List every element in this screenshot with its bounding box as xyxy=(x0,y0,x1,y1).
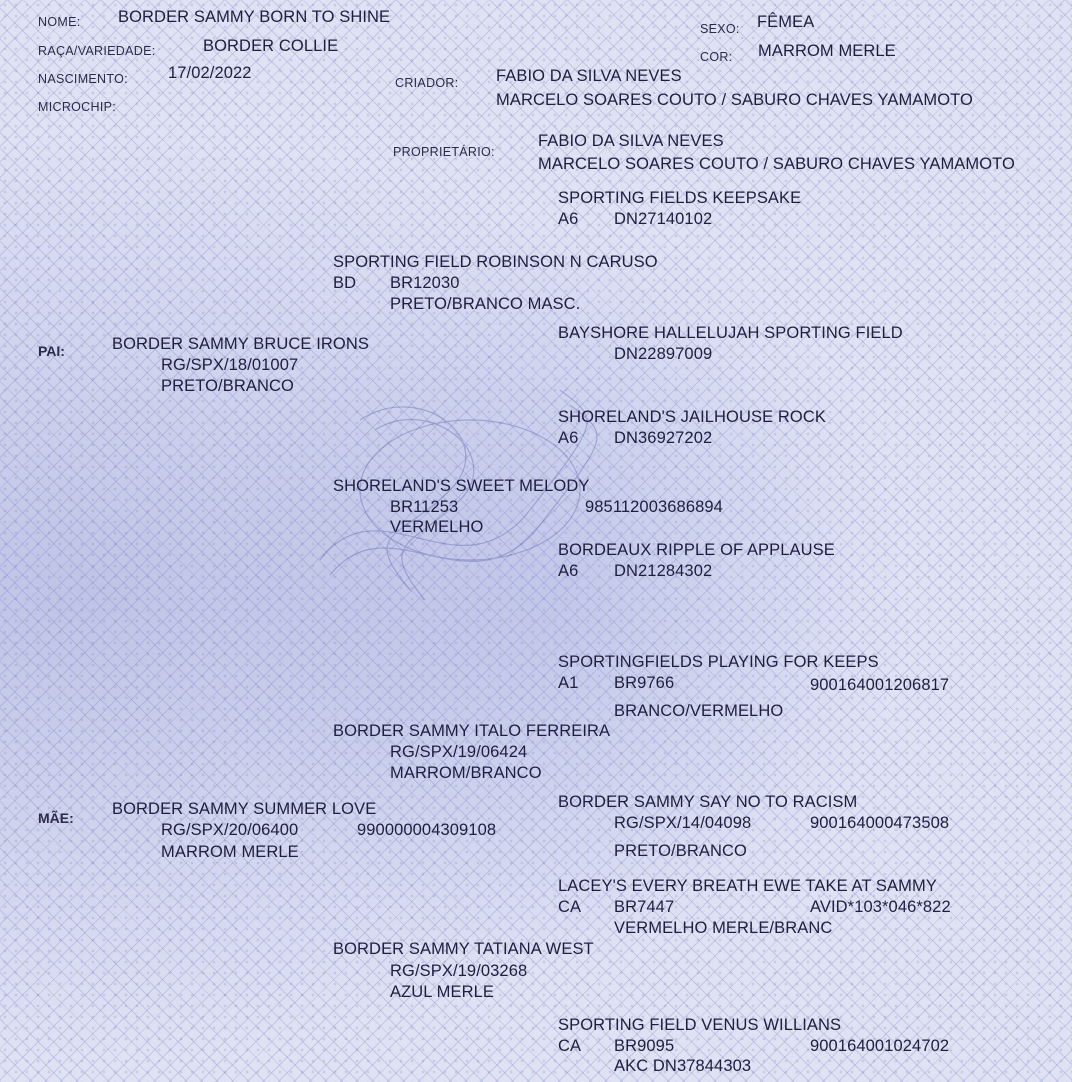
sexo-value: FÊMEA xyxy=(757,13,815,31)
sire-reg: RG/SPX/18/01007 xyxy=(161,356,299,374)
dds-name: LACEY'S EVERY BREATH EWE TAKE AT SAMMY xyxy=(558,877,937,895)
ss-code: BD xyxy=(333,274,357,292)
dam-color: MARROM MERLE xyxy=(161,843,299,861)
sds-reg: DN36927202 xyxy=(614,429,713,447)
sd-name: SHORELAND'S SWEET MELODY xyxy=(333,477,590,495)
criador-label: CRIADOR: xyxy=(395,76,459,90)
ssd-reg: DN22897009 xyxy=(614,345,713,363)
sd-reg: BR11253 xyxy=(390,498,459,516)
nascimento-label: NASCIMENTO: xyxy=(38,72,128,86)
ssd-name: BAYSHORE HALLELUJAH SPORTING FIELD xyxy=(558,324,903,342)
ds-color: MARROM/BRANCO xyxy=(390,764,542,782)
ddd-chip: 900164001024702 xyxy=(810,1037,950,1055)
dsd-reg: RG/SPX/14/04098 xyxy=(614,814,752,832)
sss-name: SPORTING FIELDS KEEPSAKE xyxy=(558,189,802,207)
dsd-name: BORDER SAMMY SAY NO TO RACISM xyxy=(558,793,858,811)
sd-chip: 985112003686894 xyxy=(585,498,723,516)
criador-line-1: FABIO DA SILVA NEVES xyxy=(496,67,682,85)
raca-label: RAÇA/VARIEDADE: xyxy=(38,44,156,58)
sexo-label: SEXO: xyxy=(700,22,740,36)
dog-name: BORDER SAMMY BORN TO SHINE xyxy=(118,8,391,26)
sdd-reg: DN21284302 xyxy=(614,562,713,580)
ds-name: BORDER SAMMY ITALO FERREIRA xyxy=(333,722,611,740)
criador-line-2: MARCELO SOARES COUTO / SABURO CHAVES YAMAMOTO xyxy=(496,91,973,109)
dss-code: A1 xyxy=(558,674,579,692)
sss-reg: DN27140102 xyxy=(614,210,713,228)
proprietario-line-1: FABIO DA SILVA NEVES xyxy=(538,132,724,150)
ss-name: SPORTING FIELD ROBINSON N CARUSO xyxy=(333,253,658,271)
ddd-extra: AKC DN37844303 xyxy=(614,1057,752,1075)
cor-value: MARROM MERLE xyxy=(758,42,896,60)
mae-label: MÃE: xyxy=(38,810,74,826)
dds-color: VERMELHO MERLE/BRANC xyxy=(614,919,833,937)
dam-chip: 990000004309108 xyxy=(357,821,497,839)
dd-color: AZUL MERLE xyxy=(390,983,494,1001)
sdd-code: A6 xyxy=(558,562,579,580)
dds-code: CA xyxy=(558,898,582,916)
dam-reg: RG/SPX/20/06400 xyxy=(161,821,299,839)
dds-reg: BR7447 xyxy=(614,898,675,916)
dss-name: SPORTINGFIELDS PLAYING FOR KEEPS xyxy=(558,653,879,671)
sds-name: SHORELAND'S JAILHOUSE ROCK xyxy=(558,408,826,426)
ddd-code: CA xyxy=(558,1037,582,1055)
nome-label: NOME: xyxy=(38,15,81,29)
ddd-reg: BR9095 xyxy=(614,1037,675,1055)
sd-color: VERMELHO xyxy=(390,518,484,536)
microchip-label: MICROCHIP: xyxy=(38,100,116,114)
dss-chip: 900164001206817 xyxy=(810,676,950,694)
dss-reg: BR9766 xyxy=(614,674,675,692)
ss-color: PRETO/BRANCO MASC. xyxy=(390,295,581,313)
dsd-chip: 900164000473508 xyxy=(810,814,950,832)
sdd-name: BORDEAUX RIPPLE OF APPLAUSE xyxy=(558,541,835,559)
dss-color: BRANCO/VERMELHO xyxy=(614,702,784,720)
dsd-color: PRETO/BRANCO xyxy=(614,842,747,860)
cor-label: COR: xyxy=(700,50,733,64)
dd-name: BORDER SAMMY TATIANA WEST xyxy=(333,940,594,958)
proprietario-line-2: MARCELO SOARES COUTO / SABURO CHAVES YAMAMOTO xyxy=(538,155,1015,173)
sire-color: PRETO/BRANCO xyxy=(161,377,294,395)
sss-code: A6 xyxy=(558,210,579,228)
ds-reg: RG/SPX/19/06424 xyxy=(390,743,528,761)
dam-name: BORDER SAMMY SUMMER LOVE xyxy=(112,800,377,818)
ddd-name: SPORTING FIELD VENUS WILLIANS xyxy=(558,1016,842,1034)
nascimento-value: 17/02/2022 xyxy=(168,64,252,82)
pai-label: PAI: xyxy=(38,343,65,359)
proprietario-label: PROPRIETÁRIO: xyxy=(393,145,495,159)
dds-chip: AVID*103*046*822 xyxy=(810,898,951,916)
dd-reg: RG/SPX/19/03268 xyxy=(390,962,528,980)
raca-value: BORDER COLLIE xyxy=(203,37,339,55)
sds-code: A6 xyxy=(558,429,579,447)
sire-name: BORDER SAMMY BRUCE IRONS xyxy=(112,335,369,353)
ss-reg: BR12030 xyxy=(390,274,460,292)
